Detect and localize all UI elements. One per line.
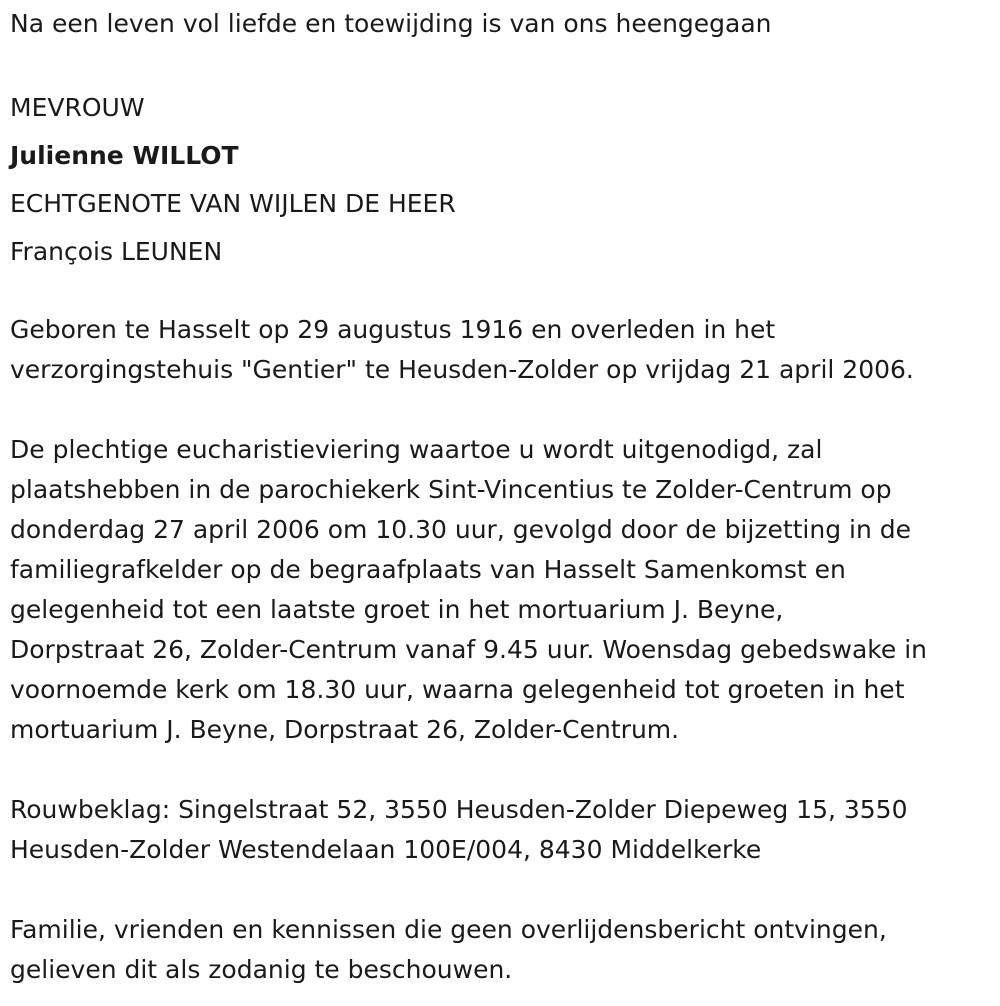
paragraph-line: gelieven dit als zodanig te beschouwen. xyxy=(10,955,513,984)
paragraph-line: plaatshebben in de parochiekerk Sint-Vincentius te Zolder-Centrum op xyxy=(10,475,892,504)
honorific: MEVROUW xyxy=(10,93,145,122)
paragraph-line: familiegrafkelder op de begraafplaats van Hasselt Samenkomst en xyxy=(10,555,846,584)
paragraph-line: donderdag 27 april 2006 om 10.30 uur, gevolgd door de bijzetting in de xyxy=(10,515,912,544)
paragraph-line: gelegenheid tot een laatste groet in het mortuarium J. Beyne, xyxy=(10,595,784,624)
paragraph-line: Rouwbeklag: Singelstraat 52, 3550 Heusden-Zolder Diepeweg 15, 3550 xyxy=(10,795,908,824)
paragraph-line: Heusden-Zolder Westendelaan 100E/004, 8430 Middelkerke xyxy=(10,835,762,864)
paragraph-line: De plechtige eucharistieviering waartoe u wordt uitgenodigd, zal xyxy=(10,435,823,464)
spouse-name: François LEUNEN xyxy=(10,237,223,266)
mourning-address-paragraph xyxy=(10,790,995,870)
paragraph-line: Geboren te Hasselt op 29 augustus 1916 en overleden in het xyxy=(10,315,776,344)
deceased-block xyxy=(10,84,456,276)
closing-paragraph xyxy=(10,910,995,990)
birth-death-paragraph xyxy=(10,310,995,390)
ceremony-paragraph xyxy=(10,430,995,750)
paragraph-line: Dorpstraat 26, Zolder-Centrum vanaf 9.45 uur. Woensdag gebedswake in xyxy=(10,635,927,664)
paragraph-line: verzorgingstehuis "Gentier" te Heusden-Zolder op vrijdag 21 april 2006. xyxy=(10,355,914,384)
paragraph-line: Familie, vrienden en kennissen die geen overlijdensbericht ontvingen, xyxy=(10,915,887,944)
paragraph-line: mortuarium J. Beyne, Dorpstraat 26, Zolder-Centrum. xyxy=(10,715,680,744)
intro-text: Na een leven vol liefde en toewijding is van ons heengegaan xyxy=(10,9,772,38)
relation-text: ECHTGENOTE VAN WIJLEN DE HEER xyxy=(10,189,456,218)
deceased-name: Julienne WILLOT xyxy=(10,141,239,170)
paragraph-line: voornoemde kerk om 18.30 uur, waarna gelegenheid tot groeten in het xyxy=(10,675,905,704)
